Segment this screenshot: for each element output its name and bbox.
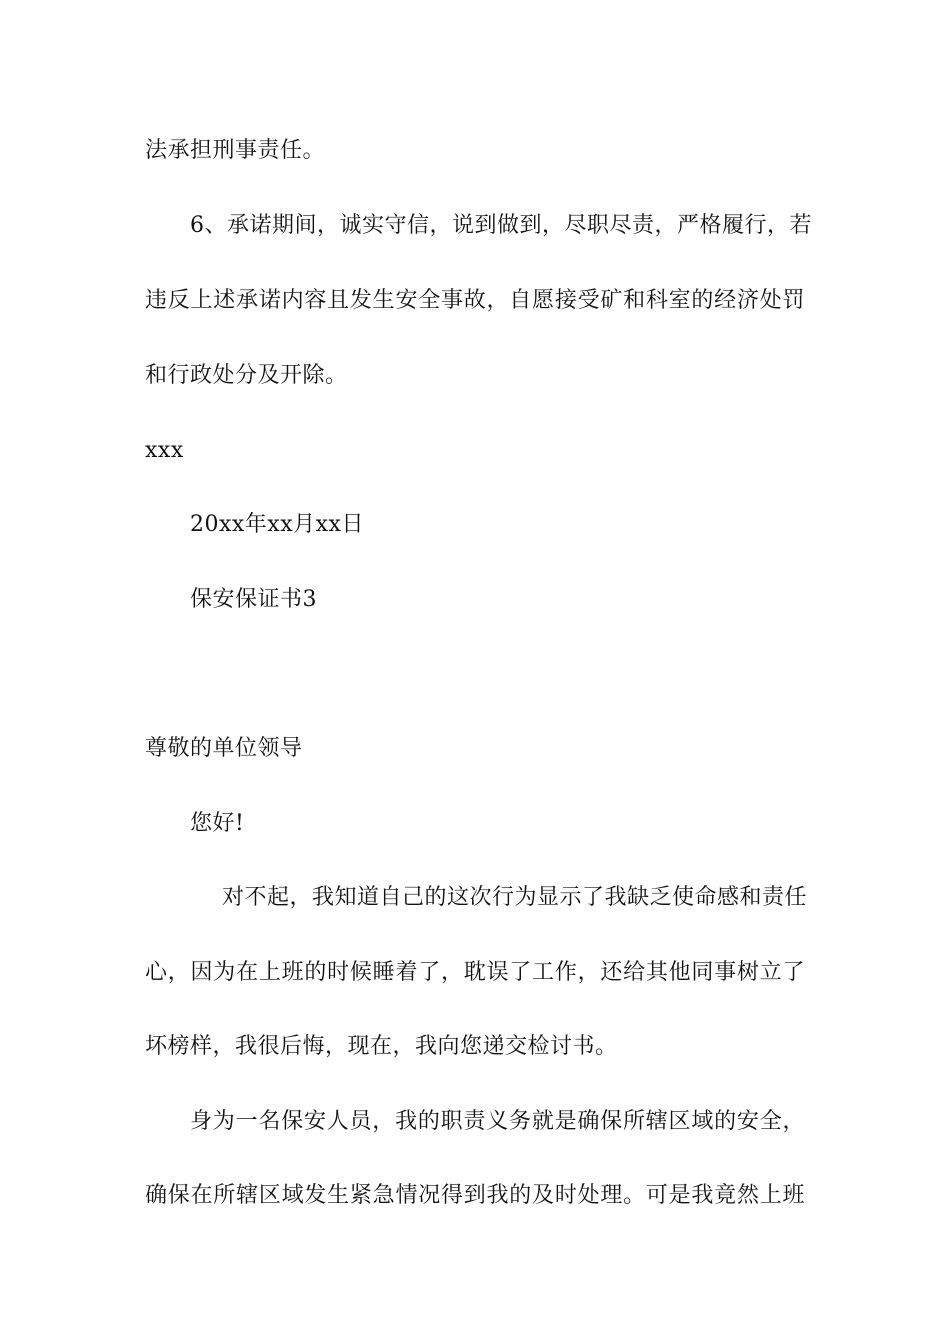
text-line: 法承担刑事责任。 (145, 138, 326, 163)
text-line: 对不起，我知道自己的这次行为显示了我缺乏使命感和责任 (222, 885, 808, 910)
text-line: 6、承诺期间，诚实守信，说到做到，尽职尽责，严格履行，若 (190, 213, 812, 238)
text-line: 违反上述承诺内容且发生安全事故，自愿接受矿和科室的经济处罚 (145, 288, 805, 313)
text-line: 心，因为在上班的时候睡着了，耽误了工作，还给其他同事树立了 (145, 960, 805, 985)
date-line: 20xx年xx月xx日 (190, 512, 364, 537)
text-line: 和行政处分及开除。 (145, 363, 348, 388)
salutation: 尊敬的单位领导 (145, 736, 303, 761)
signature-name: xxx (145, 438, 184, 463)
greeting: 您好! (190, 811, 245, 836)
text-line: 坏榜样，我很后悔，现在，我向您递交检讨书。 (145, 1034, 618, 1059)
text-line: 确保在所辖区域发生紧急情况得到我的及时处理。可是我竟然上班 (145, 1183, 805, 1208)
text-line: 身为一名保安人员，我的职责义务就是确保所辖区域的安全， (190, 1109, 805, 1134)
section-title: 保安保证书3 (190, 587, 317, 612)
